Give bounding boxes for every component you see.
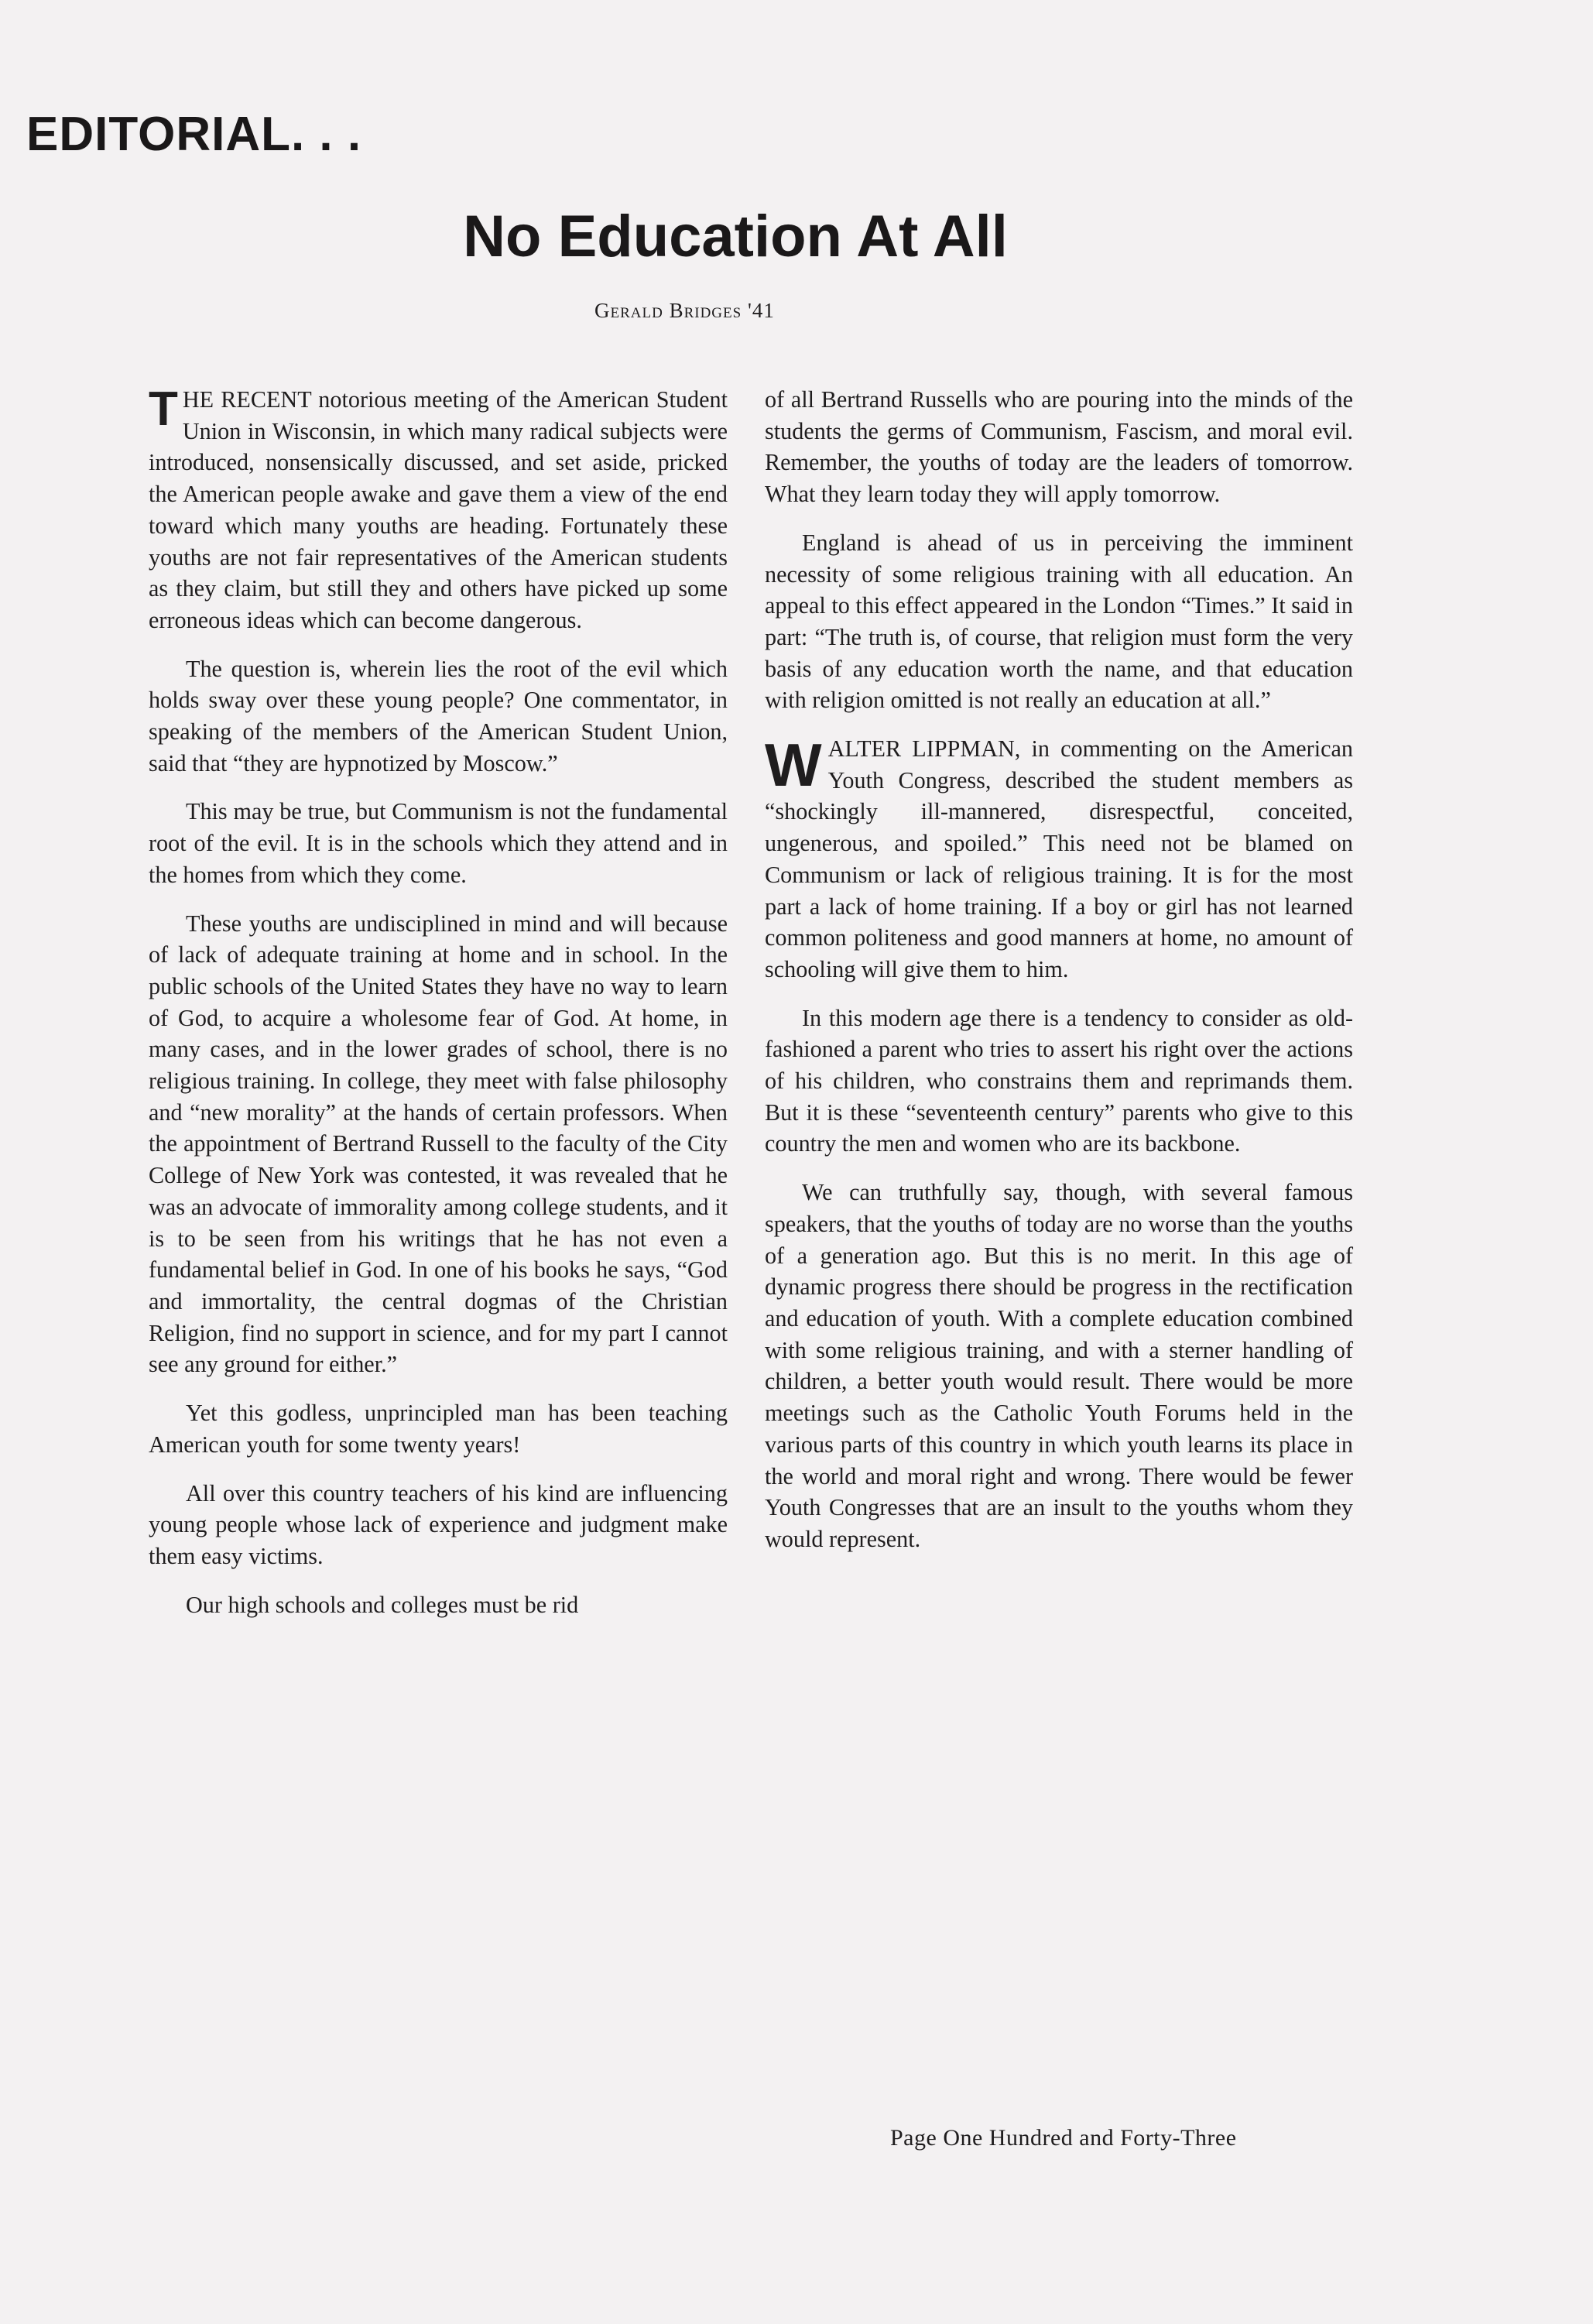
paragraph-8: of all Bertrand Russells who are pouring into the minds of the students the germs of Communism, Fascism, and moral evil. Remember, the youths of today are the leaders of tomorrow. What they learn today they will apply tomorrow. xyxy=(765,386,1353,508)
paragraph-11: In this modern age there is a tendency to consider as old-fashioned a parent who tries to assert his right over the actions of his children, who constrains them and reprimands them. But it is these “seventeenth century” parents who give to this country the men and women who are its backbone. xyxy=(765,1004,1353,1157)
paragraph-10-text: ALTER LIPPMAN, in commenting on the American Youth Congress, described the student members as “shockingly ill-mannered, disrespectful, conceited, ungenerous, and spoiled.” This need not be blamed on Communism or lack of religious training. It is for the most part a lack of home training. If a boy or girl has not learned common politeness and good manners at home, no amount of schooling will give them to him. xyxy=(765,735,1353,982)
section-label: EDITORIAL. . . xyxy=(26,108,362,161)
left-column xyxy=(149,384,728,1637)
paragraph-12: We can truthfully say, though, with several famous speakers, that the youths of today are no worse than the youths of a generation ago. But this is no merit. In this age of dynamic progress there should be progress in the rectification and education of youth. With a complete education combined with some religious training, and with a sterner handling of children, a better youth would result. There would be more meetings such as the Catholic Youth Forums held in the various parts of this country in which youth learns its place in the world and moral right and wrong. There would be fewer Youth Congresses that are an insult to the youths whom they would represent. xyxy=(765,1179,1353,1552)
drop-cap: W xyxy=(765,731,822,800)
article-title: No Education At All xyxy=(463,204,1008,269)
right-column xyxy=(765,384,1353,1572)
paragraph-1 xyxy=(149,384,728,636)
drop-cap: T xyxy=(149,382,178,436)
paragraph-9: England is ahead of us in perceiving the imminent necessity of some religious training with all education. An appeal to this effect appeared in the London “Times.” It said in part: “The truth is, of course, that religion must form the very basis of any education worth the name, and that education with religion omitted is not really an education at all.” xyxy=(765,529,1353,714)
byline: Gerald Bridges '41 xyxy=(594,299,775,322)
paragraph-1-text: HE RECENT notorious meeting of the American Student Union in Wisconsin, in which many radical subjects were introduced, nonsensically discussed, and set aside, pricked the American people awake and gave them a view of the end toward which many youths are heading. Fortunately these youths are not fair representatives of the American students as they claim, but still they and others have picked up some erroneous ideas which can become dangerous. xyxy=(149,386,728,633)
paragraph-10 xyxy=(765,733,1353,985)
paragraph-2: The question is, wherein lies the root of the evil which holds sway over these young people? One commentator, in speaking of the members of the American Student Union, said that “they are hypnotized by Moscow.” xyxy=(149,655,728,776)
paragraph-6: All over this country teachers of his kind are influencing young people whose lack of experience and judgment make them easy victims. xyxy=(149,1479,728,1569)
paragraph-4: These youths are undisciplined in mind and will because of lack of adequate training at home and in school. In the public schools of the United States they have no way to learn of God, to acquire a wholesome fear of God. At home, in many cases, and in the lower grades of school, there is no religious training. In college, they meet with false philosophy and “new morality” at the hands of certain professors. When the appointment of Bertrand Russell to the faculty of the City College of New York was contested, it was revealed that he was an advocate of immorality among college students, and it is to be seen from his writings that he has not even a fundamental belief in God. In one of his books he says, “God and immortality, the central dogmas of the Christian Religion, find no support in science, and for my part I cannot see any ground for either.” xyxy=(149,910,728,1378)
paragraph-7: Our high schools and colleges must be rid xyxy=(186,1591,579,1618)
page-number: Page One Hundred and Forty-Three xyxy=(890,2125,1237,2151)
paragraph-5: Yet this godless, unprincipled man has been teaching American youth for some twenty years! xyxy=(149,1400,728,1458)
paragraph-3: This may be true, but Communism is not the fundamental root of the evil. It is in the schools which they attend and in the homes from which they come. xyxy=(149,798,728,888)
